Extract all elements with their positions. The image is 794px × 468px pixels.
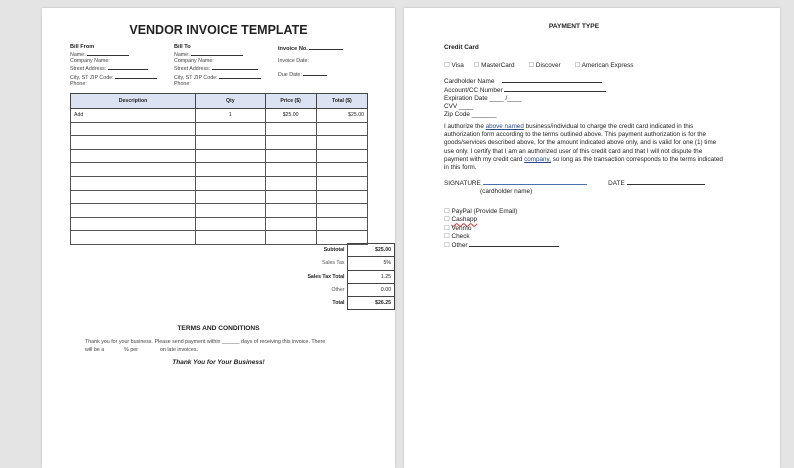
table-cell[interactable] (71, 176, 196, 190)
bill-from-phone-label: Phone: (70, 80, 87, 87)
table-row[interactable] (71, 204, 368, 218)
table-cell[interactable] (71, 204, 196, 218)
date-label: DATE (608, 180, 625, 187)
summary-row-subtotal: Subtotal $25.00 (222, 244, 395, 257)
bill-to-heading: Bill To (174, 44, 191, 50)
invoice-title: VENDOR INVOICE TEMPLATE (129, 23, 308, 37)
table-row[interactable] (71, 163, 368, 177)
checkbox-venmo[interactable]: ☐ Venmo (444, 224, 472, 232)
signature-line (444, 179, 705, 187)
invoice-no-label: Invoice No. (278, 46, 308, 52)
table-row[interactable] (71, 109, 368, 123)
table-cell[interactable] (71, 217, 196, 231)
bill-from-street-field[interactable] (108, 64, 148, 70)
summary-row-sales-tax: Sales Tax 5% (222, 257, 395, 270)
table-row[interactable] (71, 217, 368, 231)
terms-line-1: Thank you for your business. Please send payment within ______ days of receiving this invoice. There (85, 339, 326, 345)
table-cell[interactable] (316, 136, 367, 150)
expiration-field[interactable]: Expiration Date ____ /____ (444, 95, 522, 102)
table-cell[interactable] (316, 163, 367, 177)
summary-row-sales-tax-total: Sales Tax Total 1.25 (222, 270, 395, 283)
checkbox-check[interactable]: ☐ Check (444, 232, 470, 240)
cell-qty[interactable]: 1 (196, 109, 265, 123)
table-cell[interactable] (196, 136, 265, 150)
cardholder-name-label: Cardholder Name (444, 78, 495, 85)
terms-line-2a: will be a (85, 346, 105, 353)
table-cell[interactable] (265, 217, 316, 231)
table-cell[interactable] (196, 190, 265, 204)
bill-from-company-label: Company Name: (70, 58, 110, 65)
other-label: Other (451, 242, 468, 250)
bill-from-name-label: Name: (70, 52, 86, 58)
table-cell[interactable] (265, 136, 316, 150)
table-cell[interactable] (265, 176, 316, 190)
table-row[interactable] (71, 149, 368, 163)
bill-from-heading: Bill From (70, 44, 95, 50)
table-cell[interactable] (265, 204, 316, 218)
payment-title: PAYMENT TYPE (548, 23, 600, 30)
zip-code-field[interactable]: Zip Code _______ (444, 111, 497, 118)
bill-from-city-label: City, ST ZIP Code: (70, 74, 114, 81)
bill-to-block (174, 44, 261, 87)
checkbox-paypal[interactable]: ☐ PayPal (Provide Email) (444, 208, 518, 215)
bill-to-name-field[interactable] (191, 50, 243, 56)
auth-text-above-named: above named (485, 123, 524, 130)
table-cell[interactable] (71, 190, 196, 204)
bill-from-city-field[interactable] (115, 73, 157, 79)
table-row[interactable] (71, 122, 368, 136)
card-details (444, 77, 606, 119)
summary-row-total: Total $26.25 (222, 297, 395, 310)
other-field[interactable] (469, 241, 559, 247)
table-row[interactable] (71, 176, 368, 190)
account-number-label: Account/CC Number (444, 87, 503, 94)
table-cell[interactable] (316, 149, 367, 163)
bill-to-company-label: Company Name: (174, 58, 214, 65)
cell-price[interactable]: $25.00 (265, 109, 316, 123)
cashapp-label: Cashapp (451, 216, 478, 224)
cell-description[interactable]: Add (71, 109, 196, 123)
table-cell[interactable] (71, 163, 196, 177)
checkbox-american-express[interactable]: ☐ American Express (574, 62, 634, 69)
bill-from-block (70, 44, 157, 87)
table-cell[interactable] (196, 149, 265, 163)
check-label: Check (451, 232, 470, 240)
summary-table (222, 243, 395, 310)
col-total: Total ($) (316, 94, 367, 109)
auth-text-1: I authorize the (444, 123, 486, 130)
auth-text-2: business/individual to charge the credit card indicated in this authorization form according to the terms outlined above. This payment authorization is for the goods/services described above, for the amount indicated above only, and is valid for one (1) time use only. I certify that I am an authorized user of this credit card and that I will not dispute the payment with my credit card (444, 123, 717, 163)
terms-line-2c: on late invoices. (159, 346, 198, 353)
date-field[interactable] (627, 179, 705, 185)
visa-label: Visa (451, 62, 464, 69)
bill-to-phone-label: Phone: (174, 80, 191, 87)
checkbox-mastercard[interactable]: ☐ MasterCard (473, 62, 515, 69)
thanks-text: Thank You for Your Business! (172, 359, 265, 366)
table-cell[interactable] (316, 122, 367, 136)
table-cell[interactable] (316, 204, 367, 218)
checkbox-cashapp[interactable]: ☐ Cashapp (444, 216, 478, 224)
cardholder-name-caption: (cardholder name) (480, 188, 533, 195)
invoice-page (42, 8, 395, 468)
summary-row-other: Other 0.00 (222, 283, 395, 296)
credit-card-heading: Credit Card (444, 44, 479, 51)
table-cell[interactable] (265, 190, 316, 204)
auth-text-company: company, (524, 155, 551, 163)
terms-text (85, 339, 325, 354)
col-price: Price ($) (265, 94, 316, 109)
paypal-label: PayPal (Provide Email) (451, 208, 518, 215)
table-cell[interactable] (265, 149, 316, 163)
table-cell[interactable] (196, 176, 265, 190)
table-cell[interactable] (316, 176, 367, 190)
invoice-date-label: Invoice Date: (278, 58, 309, 64)
table-cell[interactable] (71, 136, 196, 150)
due-date-label: Due Date: (278, 72, 302, 79)
invoice-meta-block (278, 44, 343, 78)
table-cell[interactable] (265, 122, 316, 136)
bill-to-street-field[interactable] (212, 64, 258, 70)
discover-label: Discover (535, 62, 561, 69)
table-cell[interactable] (265, 163, 316, 177)
table-cell[interactable] (196, 217, 265, 231)
due-date-field[interactable] (303, 70, 327, 76)
bill-to-city-label: City, ST ZIP Code: (174, 74, 218, 81)
checkbox-other[interactable]: ☐ Other (444, 241, 559, 250)
table-row[interactable] (71, 136, 368, 150)
signature-label: SIGNATURE (444, 180, 481, 187)
card-type-options (444, 61, 634, 69)
terms-heading: TERMS AND CONDITIONS (177, 325, 260, 332)
table-cell[interactable] (196, 204, 265, 218)
bill-from-name-field[interactable] (87, 50, 129, 56)
invoice-no-field[interactable] (309, 44, 343, 50)
cvv-field[interactable]: CVV ____ (444, 103, 474, 110)
other-payment-options (444, 208, 559, 250)
amex-label: American Express (581, 62, 634, 69)
terms-line-2b: % per (124, 346, 138, 353)
table-cell[interactable] (196, 163, 265, 177)
table-cell[interactable] (71, 149, 196, 163)
bill-from-street-label: Street Address: (70, 66, 107, 73)
col-description: Description (71, 94, 196, 109)
authorization-text (444, 123, 724, 172)
payment-page (404, 8, 780, 468)
account-number-field[interactable] (504, 86, 606, 92)
bill-to-street-label: Street Address: (174, 66, 211, 73)
bill-to-name-label: Name: (174, 52, 190, 58)
table-cell[interactable] (196, 122, 265, 136)
table-cell[interactable] (71, 231, 196, 245)
cardholder-name-field[interactable] (502, 77, 602, 83)
mastercard-label: MasterCard (481, 62, 515, 69)
checkbox-discover[interactable]: ☐ Discover (528, 62, 561, 69)
auth-text-3: so long as the transaction corresponds to the terms indicated in this form. (444, 155, 723, 172)
checkbox-visa[interactable]: ☐ Visa (444, 62, 464, 69)
signature-field[interactable] (483, 179, 587, 185)
table-cell[interactable] (71, 122, 196, 136)
table-cell[interactable] (316, 217, 367, 231)
venmo-label: Venmo (451, 224, 472, 232)
col-qty: Qty (196, 94, 265, 109)
bill-to-city-field[interactable] (219, 73, 261, 79)
items-table (70, 93, 368, 245)
table-cell[interactable] (316, 190, 367, 204)
cell-total[interactable]: $25.00 (316, 109, 367, 123)
table-row[interactable] (71, 190, 368, 204)
